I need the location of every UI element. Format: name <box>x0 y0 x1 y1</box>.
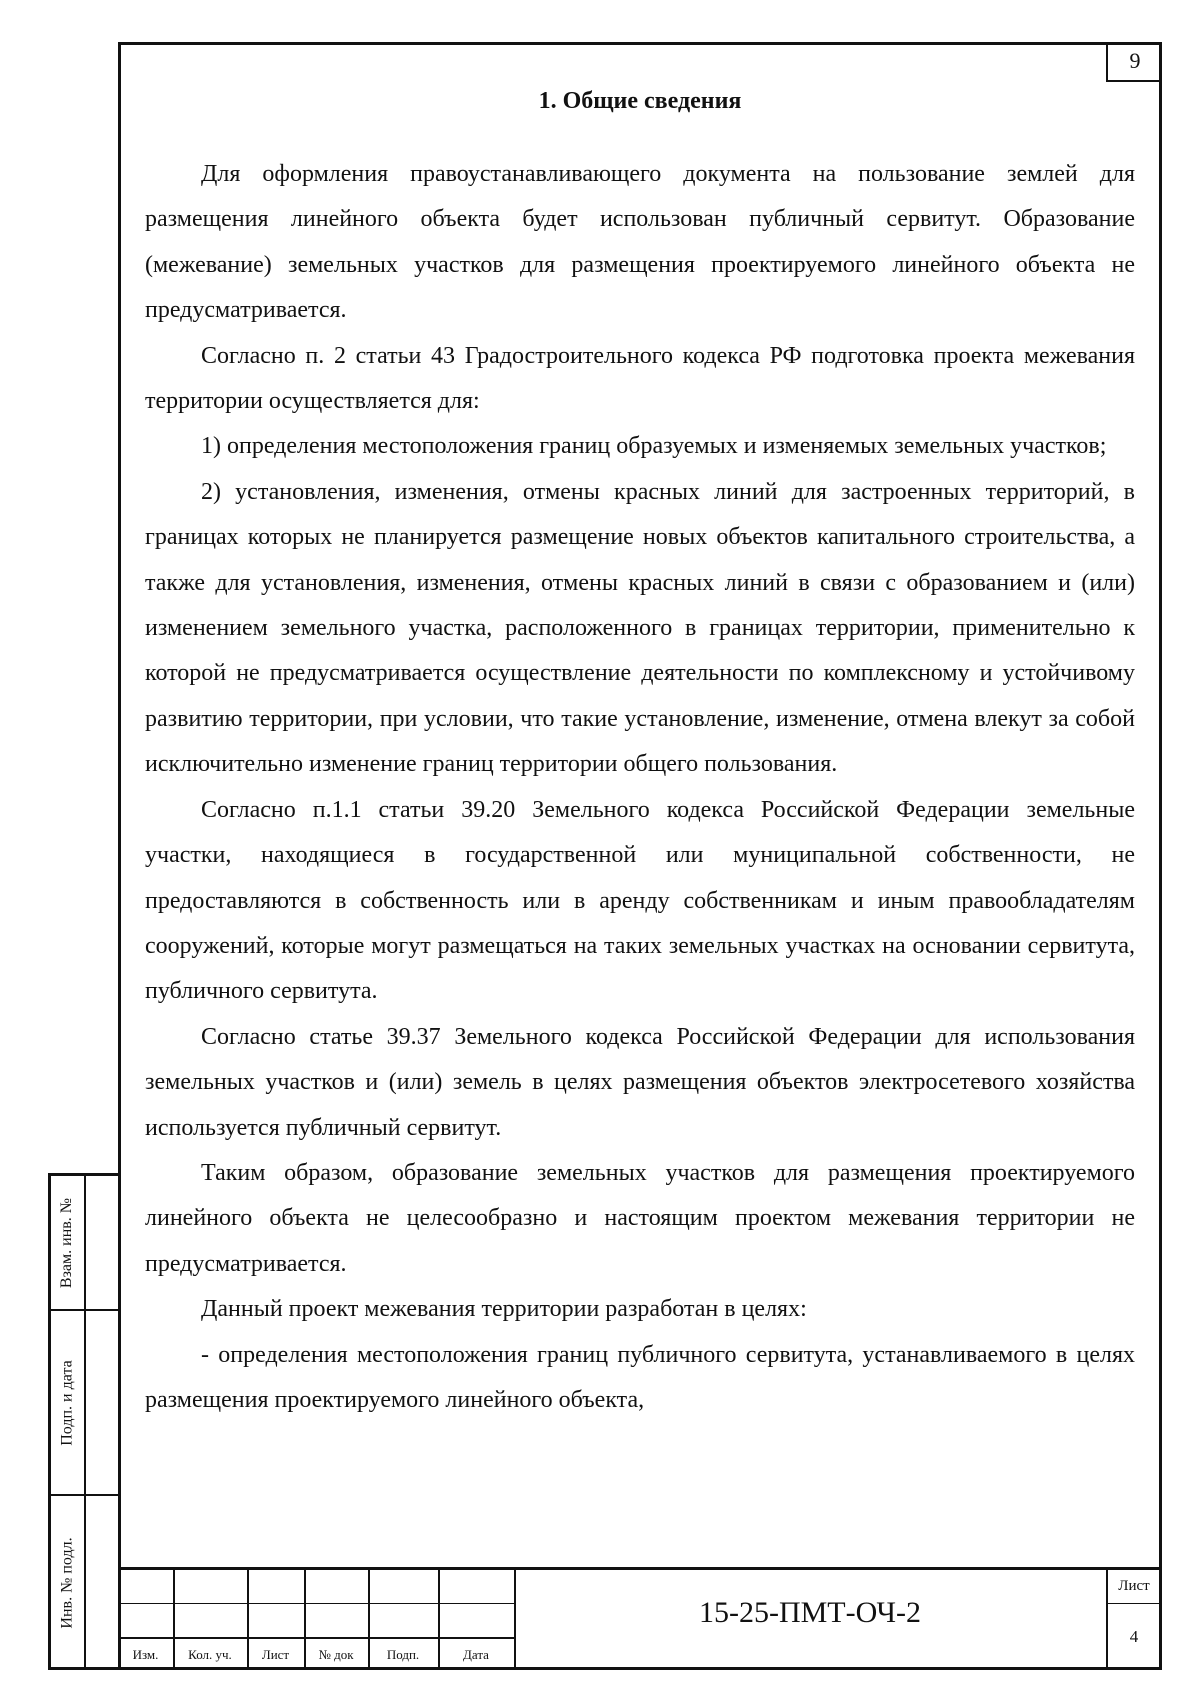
stamp-izm: Изм. <box>132 1647 159 1662</box>
paragraph-4: 2) установления, изменения, отмены красных линий для застроенных территорий, в границах которых не планируется размещение новых объектов капитального строительства, а также для установления, изменения, отмены красных линий в связи с образованием и (или) изменением земельного участка, расположенного в границах территории, применительно к которой не предусматривается осуществление деятельности по комплексному и устойчивому развитию территории, при условии, что такие установление, изменение, отмена влекут за собой исключительно изменение границ территории общего пользования. <box>145 478 1135 778</box>
stamp-date: Дата <box>463 1647 489 1662</box>
side-strip <box>48 1173 118 1670</box>
stamp-list: Лист <box>261 1647 290 1662</box>
paragraph-9: - определения местоположения границ публичного сервитута, устанавливаемого в целях размещения проектируемого линейного объекта, <box>145 1341 1135 1413</box>
stamp-kol-uch: Кол. уч. <box>188 1647 232 1662</box>
stamp-doc-no: № док <box>318 1647 354 1662</box>
page-number: 9 <box>1106 42 1162 82</box>
paragraph-8: Данный проект межевания территории разработан в целях: <box>201 1296 807 1323</box>
paragraph-5: Согласно п.1.1 статьи 39.20 Земельного кодекса Российской Федерации земельные участки, находящиеся в государственной или муниципальной собственности, не предоставляются в собственность или в аренду собственникам и иным правообладателям сооружений, которые могут размещаться на таких земельных участках на основании сервитута, публичного сервитута. <box>145 796 1135 1005</box>
side-strip-divider <box>84 1176 86 1667</box>
replace-inv-label: Взам. инв. № <box>58 1197 76 1288</box>
paragraph-6: Согласно статье 39.37 Земельного кодекса Российской Федерации для использования земельных участков и (или) земель в целях размещения объектов электросетевого хозяйства используется публичный сервитут. <box>145 1023 1135 1141</box>
section-heading: 1. Общие сведения <box>538 88 742 114</box>
stamp-sign: Подп. <box>386 1647 420 1662</box>
sheet-number: 4 <box>1129 1627 1139 1646</box>
paragraph-7: Таким образом, образование земельных участков для размещения проектируемого линейного объекта не целесообразно и настоящим проектом межевания территории не предусматривается. <box>145 1159 1135 1277</box>
sign-date-label: Подп. и дата <box>58 1359 76 1446</box>
document-body <box>145 152 1135 1423</box>
sheet-label: Лист <box>1118 1578 1150 1594</box>
paragraph-1: Для оформления правоустанавливающего документа на пользование землей для размещения линейного объекта будет использован публичный сервитут. Образование (межевание) земельных участков для размещения проектируемого линейного объекта не предусматривается. <box>145 161 1135 324</box>
orig-inv-label: Инв. № подл. <box>58 1537 76 1629</box>
title-block <box>118 1567 1162 1670</box>
paragraph-3: 1) определения местоположения границ образуемых и изменяемых земельных участков; <box>201 433 1107 460</box>
paragraph-2: Согласно п. 2 статьи 43 Градостроительного кодекса РФ подготовка проекта межевания территории осуществляется для: <box>145 342 1135 415</box>
document-code: 15-25-ПМТ-ОЧ-2 <box>698 1596 922 1629</box>
